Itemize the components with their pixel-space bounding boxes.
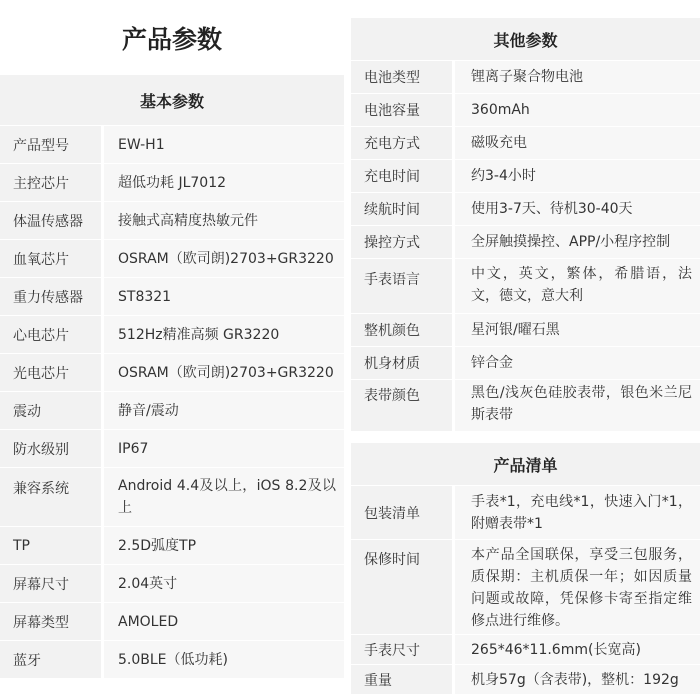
param-label: 产品型号 xyxy=(0,126,101,163)
param-row-screen-size xyxy=(0,564,344,602)
param-label: 充电时间 xyxy=(351,160,452,192)
param-value: 锌合金 xyxy=(455,347,700,379)
param-row-temp-sensor xyxy=(0,201,344,239)
param-label: 防水级别 xyxy=(0,430,101,467)
param-label: 重量 xyxy=(351,665,452,694)
param-label: 血氧芯片 xyxy=(0,240,101,277)
param-row-waterproof xyxy=(0,429,344,467)
param-value: 约3-4小时 xyxy=(455,160,700,192)
param-value: 360mAh xyxy=(455,94,700,126)
param-value: 中文，英文，繁体，希腊语，法文，德文，意大利 xyxy=(455,259,700,313)
param-label: TP xyxy=(0,527,101,564)
param-row-ecg-chip xyxy=(0,315,344,353)
param-label: 续航时间 xyxy=(351,193,452,225)
param-label: 体温传感器 xyxy=(0,202,101,239)
param-row-material xyxy=(351,346,700,379)
param-row-warranty xyxy=(351,539,700,634)
param-label: 机身材质 xyxy=(351,347,452,379)
param-value: 265*46*11.6mm(长宽高) xyxy=(455,635,700,664)
param-value: 全屏触摸操控、APP/小程序控制 xyxy=(455,226,700,258)
param-label: 手表语言 xyxy=(351,259,452,313)
param-value: 512Hz精准高频 GR3220 xyxy=(104,316,344,353)
section-title-basic: 基本参数 xyxy=(0,75,344,125)
param-row-tp xyxy=(0,526,344,564)
param-row-weight xyxy=(351,664,700,694)
param-label: 主控芯片 xyxy=(0,164,101,201)
param-label: 屏幕类型 xyxy=(0,603,101,640)
param-label: 保修时间 xyxy=(351,540,452,634)
section-title-package: 产品清单 xyxy=(351,443,700,485)
param-row-screen-type xyxy=(0,602,344,640)
param-row-charging-time xyxy=(351,159,700,192)
param-label: 充电方式 xyxy=(351,127,452,159)
param-value: 5.0BLE（低功耗) xyxy=(104,641,344,678)
param-value: Android 4.4及以上，iOS 8.2及以上 xyxy=(104,468,344,526)
basic-params-column xyxy=(0,0,344,678)
param-label: 蓝牙 xyxy=(0,641,101,678)
param-value: 机身57g（含表带)，整机：192g xyxy=(455,665,700,694)
param-row-spo2-chip xyxy=(0,239,344,277)
param-label: 操控方式 xyxy=(351,226,452,258)
param-label: 包装清单 xyxy=(351,486,452,539)
param-value: 使用3-7天、待机30-40天 xyxy=(455,193,700,225)
param-value: IP67 xyxy=(104,430,344,467)
param-value: OSRAM（欧司朗)2703+GR3220 xyxy=(104,354,344,391)
param-row-gravity-sensor xyxy=(0,277,344,315)
param-value: 2.5D弧度TP xyxy=(104,527,344,564)
param-value: 锂离子聚合物电池 xyxy=(455,61,700,93)
param-row-ppg-chip xyxy=(0,353,344,391)
param-value: 2.04英寸 xyxy=(104,565,344,602)
param-row-watch-size xyxy=(351,634,700,664)
page-title: 产品参数 xyxy=(0,0,344,75)
param-row-main-chip xyxy=(0,163,344,201)
param-label: 整机颜色 xyxy=(351,314,452,346)
param-label: 屏幕尺寸 xyxy=(0,565,101,602)
param-row-battery-capacity xyxy=(351,93,700,126)
param-label: 电池容量 xyxy=(351,94,452,126)
param-value: 手表*1，充电线*1，快速入门*1，附赠表带*1 xyxy=(455,486,700,539)
param-row-charging-method xyxy=(351,126,700,159)
param-row-package-list xyxy=(351,485,700,539)
param-label: 兼容系统 xyxy=(0,468,101,526)
param-label: 心电芯片 xyxy=(0,316,101,353)
param-row-vibration xyxy=(0,391,344,429)
param-row-compatibility xyxy=(0,467,344,526)
param-value: 静音/震动 xyxy=(104,392,344,429)
param-label: 震动 xyxy=(0,392,101,429)
param-value: 接触式高精度热敏元件 xyxy=(104,202,344,239)
param-label: 电池类型 xyxy=(351,61,452,93)
param-value: 本产品全国联保，享受三包服务，质保期：主机质保一年；如因质量问题或故障，凭保修卡寄至指定维修点进行维修。 xyxy=(455,540,700,634)
param-value: 磁吸充电 xyxy=(455,127,700,159)
param-row-control-method xyxy=(351,225,700,258)
param-label: 重力传感器 xyxy=(0,278,101,315)
param-row-color xyxy=(351,313,700,346)
param-label: 手表尺寸 xyxy=(351,635,452,664)
param-row-battery-life xyxy=(351,192,700,225)
section-title-other: 其他参数 xyxy=(351,18,700,60)
param-value: ST8321 xyxy=(104,278,344,315)
param-value: OSRAM（欧司朗)2703+GR3220 xyxy=(104,240,344,277)
param-value: 星河银/曜石黑 xyxy=(455,314,700,346)
section-gap xyxy=(351,431,700,443)
param-label: 光电芯片 xyxy=(0,354,101,391)
param-row-strap-color xyxy=(351,379,700,431)
param-value: 超低功耗 JL7012 xyxy=(104,164,344,201)
param-row-languages xyxy=(351,258,700,313)
param-row-model xyxy=(0,125,344,163)
param-label: 表带颜色 xyxy=(351,380,452,431)
param-row-bluetooth xyxy=(0,640,344,678)
param-value: EW-H1 xyxy=(104,126,344,163)
param-value: AMOLED xyxy=(104,603,344,640)
other-params-column xyxy=(351,0,700,694)
param-row-battery-type xyxy=(351,60,700,93)
param-value: 黑色/浅灰色硅胶表带，银色米兰尼斯表带 xyxy=(455,380,700,431)
